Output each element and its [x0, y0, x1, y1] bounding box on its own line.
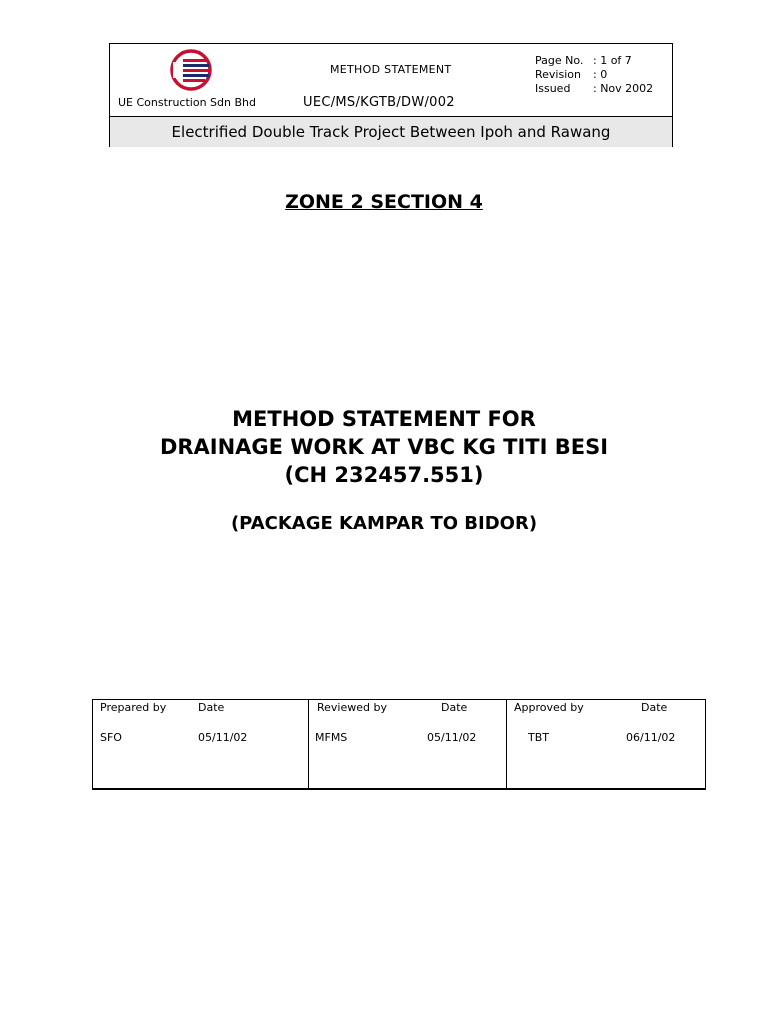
date-label: Date: [198, 701, 225, 714]
title-line: DRAINAGE WORK AT VBC KG TITI BESI: [159, 435, 609, 459]
meta-row-issued: [535, 82, 653, 96]
signoff-table: [92, 699, 706, 790]
meta-value: : 0: [593, 68, 608, 81]
company-name: UE Construction Sdn Bhd: [118, 96, 256, 109]
meta-row-page: [535, 54, 653, 68]
zone-title: ZONE 2 SECTION 4: [285, 191, 483, 213]
main-title: [0, 405, 768, 489]
package-subtitle: (PACKAGE KAMPAR TO BIDOR): [230, 513, 538, 534]
signoff-name: SFO: [100, 731, 122, 744]
document-header: [109, 43, 673, 147]
date-label: Date: [441, 701, 468, 714]
meta-key: Revision: [535, 68, 581, 81]
role-label: Reviewed by: [317, 701, 387, 714]
meta-value: : Nov 2002: [593, 82, 654, 95]
signoff-prepared: [93, 700, 308, 788]
signoff-approved: [506, 700, 705, 788]
date-label: Date: [641, 701, 668, 714]
document-meta: [535, 54, 653, 96]
meta-key: Page No.: [535, 54, 584, 67]
company-logo-icon: [169, 48, 213, 92]
signoff-name: TBT: [528, 731, 549, 744]
meta-value: : 1 of 7: [593, 54, 632, 67]
signoff-reviewed: [308, 700, 506, 788]
signoff-date: 05/11/02: [427, 731, 477, 744]
header-top-row: [110, 44, 672, 116]
document-type: METHOD STATEMENT: [330, 63, 452, 76]
role-label: Prepared by: [100, 701, 167, 714]
role-label: Approved by: [514, 701, 584, 714]
meta-row-revision: [535, 68, 653, 82]
signoff-name: MFMS: [315, 731, 348, 744]
meta-key: Issued: [535, 82, 571, 95]
signoff-date: 06/11/02: [626, 731, 676, 744]
project-banner: Electrified Double Track Project Between Ipoh and Rawang: [110, 116, 672, 147]
signoff-date: 05/11/02: [198, 731, 248, 744]
document-code: UEC/MS/KGTB/DW/002: [303, 95, 455, 110]
title-line: METHOD STATEMENT FOR: [232, 407, 536, 431]
title-line: (CH 232457.551): [284, 463, 484, 487]
